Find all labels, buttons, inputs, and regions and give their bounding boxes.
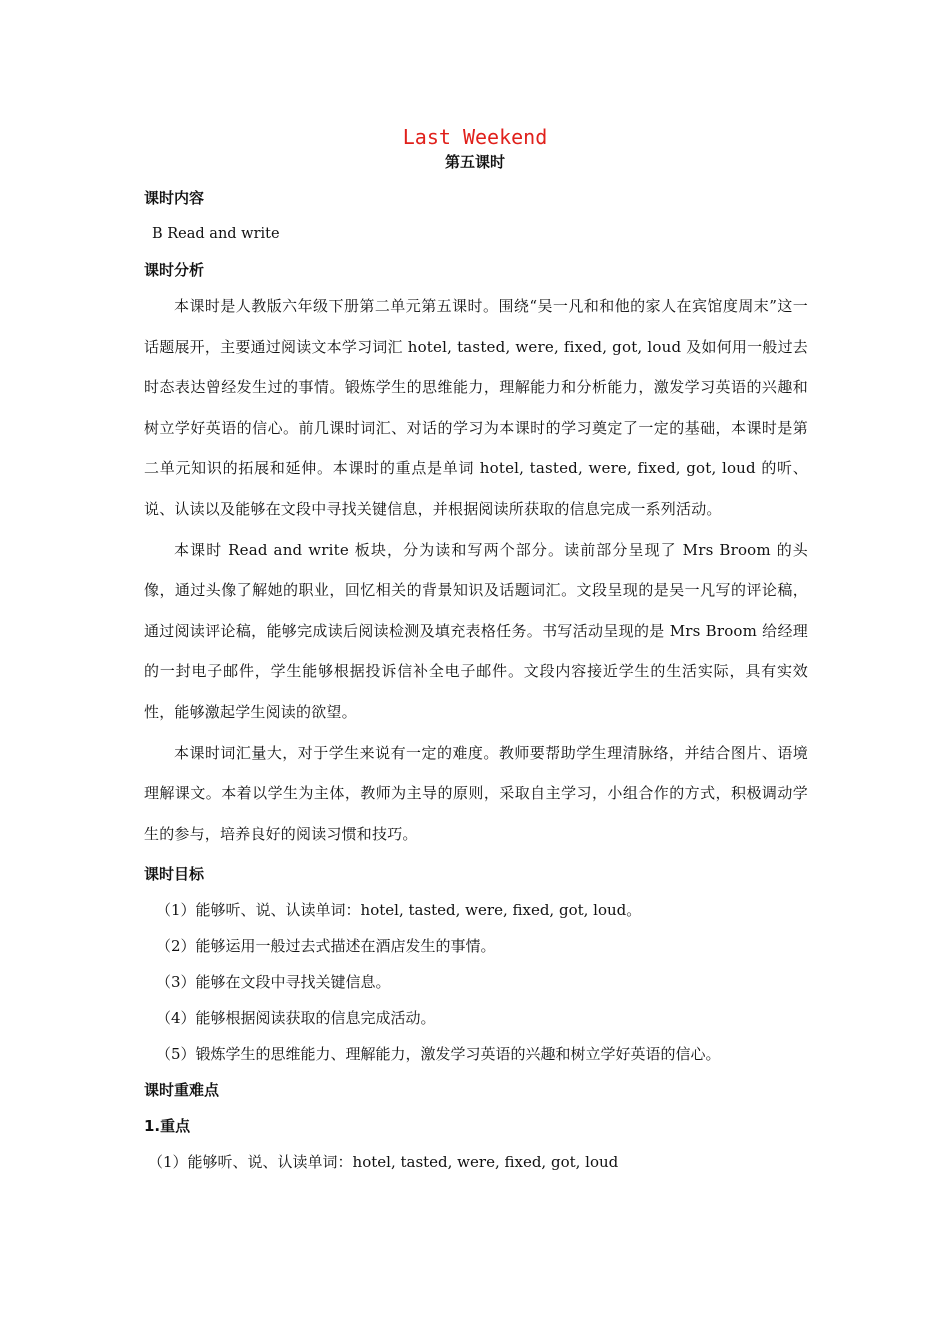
section-heading-content: 课时内容: [144, 189, 205, 207]
goal-item-5: （5）锻炼学生的思维能力、理解能力，激发学习英语的兴趣和树立学好英语的信心。: [156, 1045, 721, 1064]
goal-item-1: （1）能够听、说、认读单词：hotel, tasted, were, fixed, got, loud。: [156, 901, 642, 920]
analysis-paragraph-1: 本课时是人教版六年级下册第二单元第五课时。围绕“吴一凡和和他的家人在宾馆度周末”这一话题展开，主要通过阅读文本学习词汇 hotel, tasted, were, fixed, got, loud 及如何用一般过去时态表达曾经发生过的事情。锻炼学生的思维能力，理解能力和分析能力，激发学习英语的兴趣和树立学好英语的信心。前几课时词汇、对话的学习为本课时的学习奠定了一定的基础，本课时是第二单元知识的拓展和延伸。本课时的重点是单词 hotel, tasted, were, fixed, got, loud 的听、说、认读以及能够在文段中寻找关键信息，并根据阅读所获取的信息完成一系列活动。: [144, 297, 808, 518]
content-text: B Read and write: [152, 226, 280, 242]
document-subtitle: 第五课时: [444, 153, 505, 171]
document-body: [144, 186, 808, 1174]
document-title: Last Weekend: [402, 125, 548, 149]
section-heading-goals: 课时目标: [144, 865, 205, 884]
analysis-paragraph-3: 本课时词汇量大，对于学生来说有一定的难度。教师要帮助学生理清脉络，并结合图片、语境理解课文。本着以学生为主体，教师为主导的原则，采取自主学习，小组合作的方式，积极调动学生的参与，培养良好的阅读习惯和技巧。: [144, 743, 808, 843]
key-sub-heading: 1.重点: [144, 1117, 191, 1136]
goal-item-2: （2）能够运用一般过去式描述在酒店发生的事情。: [156, 937, 496, 956]
section-heading-analysis: 课时分析: [144, 261, 205, 279]
key-point-item-1: （1）能够听、说、认读单词：hotel, tasted, were, fixed, got, loud: [148, 1153, 619, 1172]
goal-item-3: （3）能够在文段中寻找关键信息。: [156, 973, 391, 992]
section-heading-key-points: 课时重难点: [144, 1081, 220, 1100]
goal-item-4: （4）能够根据阅读获取的信息完成活动。: [156, 1009, 436, 1028]
analysis-paragraph-2: 本课时 Read and write 板块，分为读和写两个部分。读前部分呈现了 Mrs Broom 的头像，通过头像了解她的职业，回忆相关的背景知识及话题词汇。文段呈现的是吴一凡写的评论稿，通过阅读评论稿，能够完成读后阅读检测及填充表格任务。书写活动呈现的是 Mrs Broom 给经理的一封电子邮件，学生能够根据投诉信补全电子邮件。文段内容接近学生的生活实际，具有实效性，能够激起学生阅读的欲望。: [144, 540, 808, 721]
